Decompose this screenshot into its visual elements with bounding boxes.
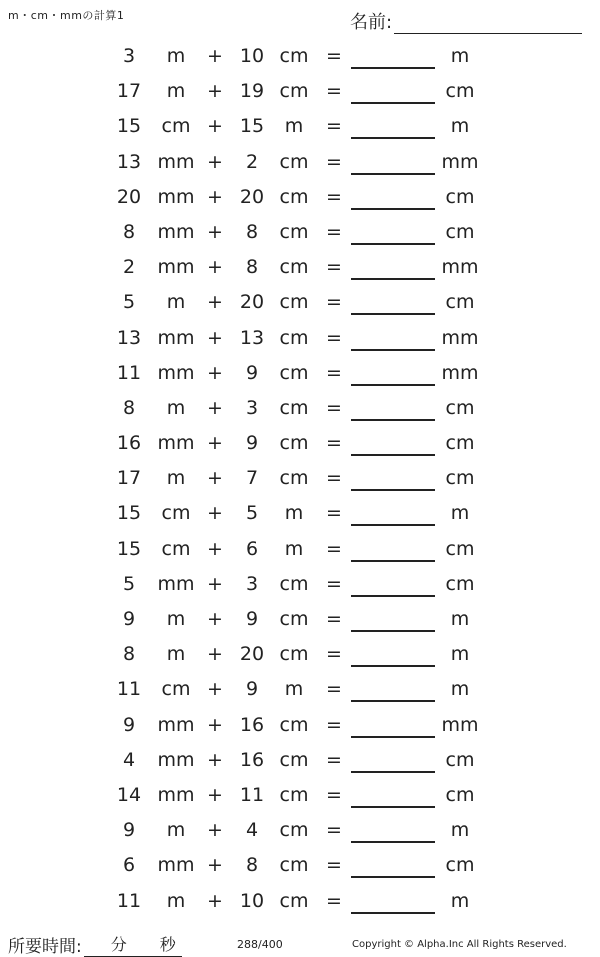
answer-blank[interactable]: [351, 289, 435, 315]
first-unit: m: [166, 608, 186, 630]
plus-sign: +: [207, 572, 223, 595]
first-amount: 3: [122, 45, 136, 67]
problem-row: [0, 813, 600, 848]
plus-sign: +: [207, 326, 223, 349]
first-unit: cm: [161, 502, 191, 525]
equals-sign: =: [326, 361, 342, 384]
first-amount: 5: [122, 291, 136, 314]
plus-sign: +: [207, 537, 223, 560]
first-unit: m: [166, 396, 186, 419]
second-amount: 8: [245, 854, 259, 877]
second-unit: m: [284, 115, 304, 138]
first-unit: m: [166, 80, 186, 103]
problem-row: [0, 391, 600, 426]
plus-sign: +: [207, 80, 223, 103]
second-unit: cm: [279, 713, 309, 736]
time-label: 所要時間:: [8, 937, 82, 957]
answer-blank[interactable]: [351, 465, 435, 491]
equals-sign: =: [326, 537, 342, 560]
plus-sign: +: [207, 713, 223, 736]
first-unit: m: [166, 889, 186, 912]
answer-blank[interactable]: [351, 149, 435, 175]
second-amount: 20: [239, 291, 265, 314]
equals-sign: =: [326, 185, 342, 208]
problem-row: [0, 743, 600, 778]
equals-sign: =: [326, 819, 342, 842]
second-unit: cm: [279, 643, 309, 666]
equals-sign: =: [326, 150, 342, 173]
answer-blank[interactable]: [351, 43, 435, 69]
problem-row: [0, 778, 600, 813]
equals-sign: =: [326, 713, 342, 736]
problem-row: [0, 532, 600, 567]
first-amount: 15: [116, 537, 142, 560]
plus-sign: +: [207, 643, 223, 666]
first-amount: 11: [116, 889, 142, 912]
name-label: 名前:: [350, 12, 393, 33]
second-amount: 10: [239, 889, 265, 912]
answer-blank[interactable]: [351, 888, 435, 914]
equals-sign: =: [326, 502, 342, 525]
first-unit: mm: [157, 432, 195, 455]
problem-row: [0, 356, 600, 391]
plus-sign: +: [207, 150, 223, 173]
first-unit: cm: [161, 537, 191, 560]
problem-row: [0, 496, 600, 531]
first-amount: 16: [116, 432, 142, 455]
result-unit: cm: [445, 80, 475, 103]
equals-sign: =: [326, 291, 342, 314]
plus-sign: +: [207, 748, 223, 771]
first-amount: 17: [116, 467, 142, 490]
second-amount: 9: [245, 678, 259, 701]
first-unit: mm: [157, 713, 195, 736]
result-unit: m: [450, 643, 470, 666]
answer-blank[interactable]: [351, 219, 435, 245]
problem-row: [0, 321, 600, 356]
name-blank-line[interactable]: [394, 15, 582, 34]
problem-list: [0, 39, 600, 919]
plus-sign: +: [207, 889, 223, 912]
first-unit: mm: [157, 150, 195, 173]
problem-row: [0, 109, 600, 144]
result-unit: mm: [441, 326, 479, 349]
first-amount: 13: [116, 150, 142, 173]
copyright-text: Copyright © Alpha.Inc All Rights Reserved.: [352, 939, 567, 950]
problem-row: [0, 180, 600, 215]
problem-row: [0, 884, 600, 919]
problem-row: [0, 250, 600, 285]
second-amount: 5: [245, 502, 259, 525]
equals-sign: =: [326, 608, 342, 630]
problem-row: [0, 145, 600, 180]
result-unit: mm: [441, 361, 479, 384]
problem-row: [0, 39, 600, 74]
equals-sign: =: [326, 220, 342, 243]
problem-row: [0, 708, 600, 743]
first-amount: 11: [116, 361, 142, 384]
answer-blank[interactable]: [351, 360, 435, 386]
result-unit: cm: [445, 185, 475, 208]
second-amount: 20: [239, 643, 265, 666]
equals-sign: =: [326, 854, 342, 877]
second-unit: cm: [279, 396, 309, 419]
second-amount: 6: [245, 537, 259, 560]
minutes-label: 分: [110, 935, 127, 954]
second-unit: m: [284, 537, 304, 560]
plus-sign: +: [207, 502, 223, 525]
plus-sign: +: [207, 819, 223, 842]
second-unit: cm: [279, 432, 309, 455]
first-amount: 9: [122, 819, 136, 842]
problem-row: [0, 637, 600, 672]
equals-sign: =: [326, 432, 342, 455]
first-unit: m: [166, 291, 186, 314]
first-amount: 4: [122, 748, 136, 771]
answer-blank[interactable]: [351, 536, 435, 562]
first-unit: cm: [161, 678, 191, 701]
first-unit: mm: [157, 854, 195, 877]
answer-blank[interactable]: [351, 852, 435, 878]
first-unit: mm: [157, 185, 195, 208]
time-required: [8, 932, 182, 957]
result-unit: cm: [445, 467, 475, 490]
result-unit: mm: [441, 256, 479, 279]
first-unit: mm: [157, 572, 195, 595]
second-unit: cm: [279, 748, 309, 771]
answer-blank[interactable]: [351, 254, 435, 280]
plus-sign: +: [207, 854, 223, 877]
answer-blank[interactable]: [351, 430, 435, 456]
seconds-label: 秒: [159, 935, 176, 954]
answer-blank[interactable]: [351, 747, 435, 773]
answer-blank[interactable]: [351, 641, 435, 667]
equals-sign: =: [326, 643, 342, 666]
problem-row: [0, 426, 600, 461]
second-unit: cm: [279, 150, 309, 173]
second-amount: 9: [245, 608, 259, 630]
first-unit: mm: [157, 326, 195, 349]
problem-row: [0, 672, 600, 707]
second-unit: m: [284, 678, 304, 701]
second-unit: cm: [279, 819, 309, 842]
first-amount: 11: [116, 678, 142, 701]
result-unit: cm: [445, 537, 475, 560]
first-unit: mm: [157, 256, 195, 279]
result-unit: cm: [445, 291, 475, 314]
result-unit: m: [450, 502, 470, 525]
result-unit: cm: [445, 220, 475, 243]
first-unit: m: [166, 45, 186, 67]
plus-sign: +: [207, 396, 223, 419]
result-unit: cm: [445, 572, 475, 595]
worksheet-title: m・cm・mmの計算1: [8, 9, 125, 22]
second-unit: cm: [279, 291, 309, 314]
equals-sign: =: [326, 45, 342, 67]
second-amount: 13: [239, 326, 265, 349]
second-amount: 9: [245, 432, 259, 455]
first-unit: m: [166, 643, 186, 666]
first-unit: m: [166, 467, 186, 490]
problem-row: [0, 461, 600, 496]
first-amount: 5: [122, 572, 136, 595]
second-unit: cm: [279, 467, 309, 490]
first-amount: 8: [122, 396, 136, 419]
result-unit: cm: [445, 396, 475, 419]
first-unit: mm: [157, 361, 195, 384]
second-unit: cm: [279, 572, 309, 595]
plus-sign: +: [207, 291, 223, 314]
answer-blank[interactable]: [351, 78, 435, 104]
equals-sign: =: [326, 783, 342, 806]
second-amount: 16: [239, 713, 265, 736]
plus-sign: +: [207, 115, 223, 138]
equals-sign: =: [326, 467, 342, 490]
answer-blank[interactable]: [351, 606, 435, 632]
first-amount: 6: [122, 854, 136, 877]
plus-sign: +: [207, 608, 223, 630]
second-unit: cm: [279, 45, 309, 67]
result-unit: mm: [441, 150, 479, 173]
second-amount: 7: [245, 467, 259, 490]
page-number: 288/400: [237, 938, 283, 951]
result-unit: cm: [445, 432, 475, 455]
second-amount: 9: [245, 361, 259, 384]
result-unit: m: [450, 819, 470, 842]
answer-blank[interactable]: [351, 395, 435, 421]
result-unit: mm: [441, 713, 479, 736]
second-amount: 4: [245, 819, 259, 842]
first-unit: mm: [157, 748, 195, 771]
result-unit: m: [450, 678, 470, 701]
answer-blank[interactable]: [351, 113, 435, 139]
first-amount: 14: [116, 783, 142, 806]
second-unit: cm: [279, 361, 309, 384]
plus-sign: +: [207, 432, 223, 455]
answer-blank[interactable]: [351, 817, 435, 843]
second-amount: 3: [245, 572, 259, 595]
second-amount: 11: [239, 783, 265, 806]
problem-row: [0, 848, 600, 883]
first-amount: 13: [116, 326, 142, 349]
plus-sign: +: [207, 185, 223, 208]
second-amount: 16: [239, 748, 265, 771]
answer-blank[interactable]: [351, 184, 435, 210]
first-amount: 9: [122, 713, 136, 736]
second-unit: cm: [279, 185, 309, 208]
result-unit: cm: [445, 854, 475, 877]
second-amount: 8: [245, 256, 259, 279]
second-amount: 15: [239, 115, 265, 138]
first-unit: mm: [157, 783, 195, 806]
plus-sign: +: [207, 45, 223, 67]
name-field: [350, 8, 582, 34]
plus-sign: +: [207, 783, 223, 806]
equals-sign: =: [326, 889, 342, 912]
second-unit: cm: [279, 889, 309, 912]
first-unit: cm: [161, 115, 191, 138]
equals-sign: =: [326, 326, 342, 349]
second-unit: m: [284, 502, 304, 525]
answer-blank[interactable]: [351, 676, 435, 702]
second-unit: cm: [279, 854, 309, 877]
equals-sign: =: [326, 115, 342, 138]
second-unit: cm: [279, 326, 309, 349]
equals-sign: =: [326, 748, 342, 771]
plus-sign: +: [207, 678, 223, 701]
first-unit: m: [166, 819, 186, 842]
answer-blank[interactable]: [351, 500, 435, 526]
answer-blank[interactable]: [351, 571, 435, 597]
plus-sign: +: [207, 467, 223, 490]
problem-row: [0, 602, 600, 637]
second-unit: cm: [279, 256, 309, 279]
equals-sign: =: [326, 256, 342, 279]
first-amount: 8: [122, 220, 136, 243]
first-amount: 15: [116, 502, 142, 525]
plus-sign: +: [207, 220, 223, 243]
problem-row: [0, 74, 600, 109]
second-unit: cm: [279, 80, 309, 103]
first-amount: 8: [122, 643, 136, 666]
second-amount: 19: [239, 80, 265, 103]
equals-sign: =: [326, 396, 342, 419]
equals-sign: =: [326, 572, 342, 595]
second-amount: 3: [245, 396, 259, 419]
plus-sign: +: [207, 256, 223, 279]
first-amount: 20: [116, 185, 142, 208]
problem-row: [0, 215, 600, 250]
first-amount: 9: [122, 608, 136, 630]
first-amount: 2: [122, 256, 136, 279]
equals-sign: =: [326, 678, 342, 701]
answer-blank[interactable]: [351, 712, 435, 738]
result-unit: m: [450, 889, 470, 912]
answer-blank[interactable]: [351, 325, 435, 351]
equals-sign: =: [326, 80, 342, 103]
result-unit: m: [450, 45, 470, 67]
answer-blank[interactable]: [351, 782, 435, 808]
second-amount: 2: [245, 150, 259, 173]
second-amount: 20: [239, 185, 265, 208]
second-unit: cm: [279, 608, 309, 630]
second-unit: cm: [279, 220, 309, 243]
first-unit: mm: [157, 220, 195, 243]
time-blank-line[interactable]: [84, 936, 182, 957]
plus-sign: +: [207, 361, 223, 384]
result-unit: m: [450, 608, 470, 630]
second-amount: 8: [245, 220, 259, 243]
problem-row: [0, 567, 600, 602]
first-amount: 17: [116, 80, 142, 103]
first-amount: 15: [116, 115, 142, 138]
second-amount: 10: [239, 45, 265, 67]
second-unit: cm: [279, 783, 309, 806]
result-unit: cm: [445, 748, 475, 771]
result-unit: m: [450, 115, 470, 138]
problem-row: [0, 285, 600, 320]
result-unit: cm: [445, 783, 475, 806]
